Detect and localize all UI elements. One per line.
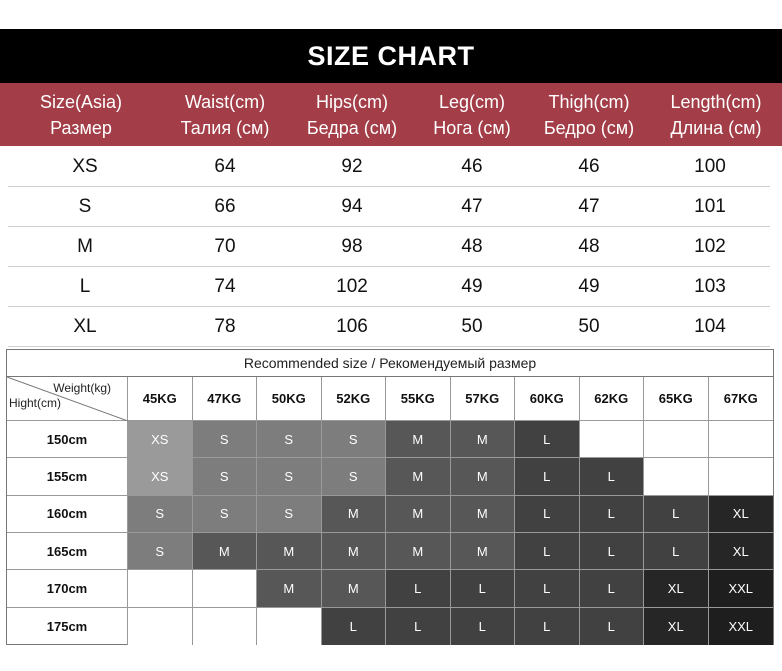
size-cell: S (193, 458, 258, 495)
size-cell: S (322, 458, 387, 495)
size-value: 49 (461, 275, 483, 297)
header-label-ru: Талия (см) (180, 117, 270, 138)
size-cell: L (451, 570, 516, 607)
size-cell: L (515, 533, 580, 570)
size-cell: M (257, 570, 322, 607)
size-value: 47 (578, 195, 600, 217)
size-cell: M (193, 533, 258, 570)
size-value: 70 (214, 235, 236, 257)
size-cell: M (322, 533, 387, 570)
size-value: 102 (694, 235, 726, 257)
height-header: 165cm (7, 533, 128, 570)
table-row (8, 267, 770, 307)
size-cell: M (257, 533, 322, 570)
size-cell: M (386, 458, 451, 495)
header-col-2 (288, 83, 416, 146)
size-cell: M (322, 570, 387, 607)
size-cell: L (644, 496, 709, 533)
header-label-ru: Бедро (см) (543, 117, 635, 138)
header-label-ru: Размер (50, 117, 112, 138)
size-value: 49 (578, 275, 600, 297)
size-cell: L (515, 496, 580, 533)
size-value: 98 (341, 235, 363, 257)
size-cell: L (580, 533, 645, 570)
size-cell: XXL (709, 570, 774, 607)
size-cell: L (322, 608, 387, 645)
size-value: 74 (214, 275, 236, 297)
size-cell: XS (128, 458, 193, 495)
size-cell: S (257, 496, 322, 533)
size-value: 47 (461, 195, 483, 217)
size-cell (644, 421, 709, 458)
size-cell: L (386, 608, 451, 645)
size-label: L (79, 275, 91, 297)
size-cell: S (257, 458, 322, 495)
size-cell: M (386, 421, 451, 458)
height-header: 150cm (7, 421, 128, 458)
size-value: 102 (336, 275, 368, 297)
weight-height-corner (7, 377, 128, 421)
size-cell: M (322, 496, 387, 533)
size-value: 66 (214, 195, 236, 217)
size-cell: M (451, 496, 516, 533)
size-value: 94 (341, 195, 363, 217)
size-cell (709, 421, 774, 458)
table-row (8, 147, 770, 187)
size-cell: L (386, 570, 451, 607)
page-title: SIZE CHART (307, 40, 475, 71)
size-chart-banner (0, 29, 782, 83)
header-label-en: Waist(cm) (184, 91, 266, 112)
size-cell: XL (709, 533, 774, 570)
height-axis-label: Hight(cm) (9, 396, 62, 410)
header-label-ru: Длина (см) (670, 117, 762, 138)
size-value: 50 (461, 315, 483, 337)
weight-header: 65KG (644, 377, 709, 421)
size-cell: S (257, 421, 322, 458)
height-header: 155cm (7, 458, 128, 495)
size-value: 78 (214, 315, 236, 337)
recommended-size-table (6, 349, 774, 645)
size-cell: L (515, 458, 580, 495)
size-value: 106 (336, 315, 368, 337)
size-cell: S (322, 421, 387, 458)
size-cell (193, 570, 258, 607)
weight-header: 45KG (128, 377, 193, 421)
header-col-3 (416, 83, 528, 146)
size-cell (709, 458, 774, 495)
table-row (8, 187, 770, 227)
size-cell (193, 608, 258, 645)
size-cell: M (451, 458, 516, 495)
weight-header: 67KG (709, 377, 774, 421)
size-value: 64 (214, 155, 236, 177)
size-label: XS (72, 155, 98, 177)
recommended-size-title: Recommended size / Рекомендуемый размер (7, 350, 773, 377)
size-value: 46 (578, 155, 600, 177)
size-cell (128, 570, 193, 607)
weight-axis-label: Weight(kg) (53, 381, 111, 395)
size-value: 50 (578, 315, 600, 337)
size-cell: M (451, 421, 516, 458)
size-label: M (77, 235, 93, 257)
size-cell (128, 608, 193, 645)
size-cell: L (580, 496, 645, 533)
header-label-en: Leg(cm) (438, 91, 505, 112)
size-value: 103 (694, 275, 726, 297)
size-value: 100 (694, 155, 726, 177)
size-cell: XL (709, 496, 774, 533)
table-row (8, 227, 770, 267)
size-cell (580, 421, 645, 458)
size-cell: L (580, 458, 645, 495)
header-label-en: Thigh(cm) (548, 91, 630, 112)
size-value: 101 (694, 195, 726, 217)
recommended-size-grid (7, 377, 773, 645)
size-value: 46 (461, 155, 483, 177)
size-cell: L (515, 570, 580, 607)
size-cell: L (515, 608, 580, 645)
size-cell: L (451, 608, 516, 645)
size-cell: M (386, 496, 451, 533)
header-col-5 (650, 83, 782, 146)
size-cell: XXL (709, 608, 774, 645)
weight-header: 50KG (257, 377, 322, 421)
size-cell: S (128, 496, 193, 533)
size-cell (257, 608, 322, 645)
size-value: 92 (341, 155, 363, 177)
weight-header: 55KG (386, 377, 451, 421)
size-label: XL (73, 315, 97, 337)
header-label-en: Hips(cm) (316, 91, 388, 112)
table-row (8, 307, 770, 347)
size-label: S (78, 195, 92, 217)
size-cell: XL (644, 608, 709, 645)
size-value: 104 (694, 315, 726, 337)
size-cell: L (644, 533, 709, 570)
header-col-0 (0, 83, 162, 146)
size-cell: XS (128, 421, 193, 458)
weight-header: 57KG (451, 377, 516, 421)
size-value: 48 (578, 235, 600, 257)
size-cell: S (193, 421, 258, 458)
size-cell: L (580, 608, 645, 645)
size-cell: M (386, 533, 451, 570)
size-cell: S (128, 533, 193, 570)
size-table (0, 147, 782, 347)
size-table-header (0, 83, 782, 146)
height-header: 175cm (7, 608, 128, 645)
size-cell: S (193, 496, 258, 533)
header-col-1 (162, 83, 288, 146)
weight-header: 62KG (580, 377, 645, 421)
size-cell: L (515, 421, 580, 458)
size-cell: M (451, 533, 516, 570)
weight-header: 47KG (193, 377, 258, 421)
size-cell: L (580, 570, 645, 607)
header-label-en: Length(cm) (670, 91, 762, 112)
weight-header: 60KG (515, 377, 580, 421)
header-label-ru: Бедра (см) (306, 117, 398, 138)
size-cell (644, 458, 709, 495)
size-cell: XL (644, 570, 709, 607)
size-value: 48 (461, 235, 483, 257)
header-label-en: Size(Asia) (39, 91, 123, 112)
header-col-4 (528, 83, 650, 146)
height-header: 170cm (7, 570, 128, 607)
height-header: 160cm (7, 496, 128, 533)
header-label-ru: Нога (см) (433, 117, 511, 138)
weight-header: 52KG (322, 377, 387, 421)
